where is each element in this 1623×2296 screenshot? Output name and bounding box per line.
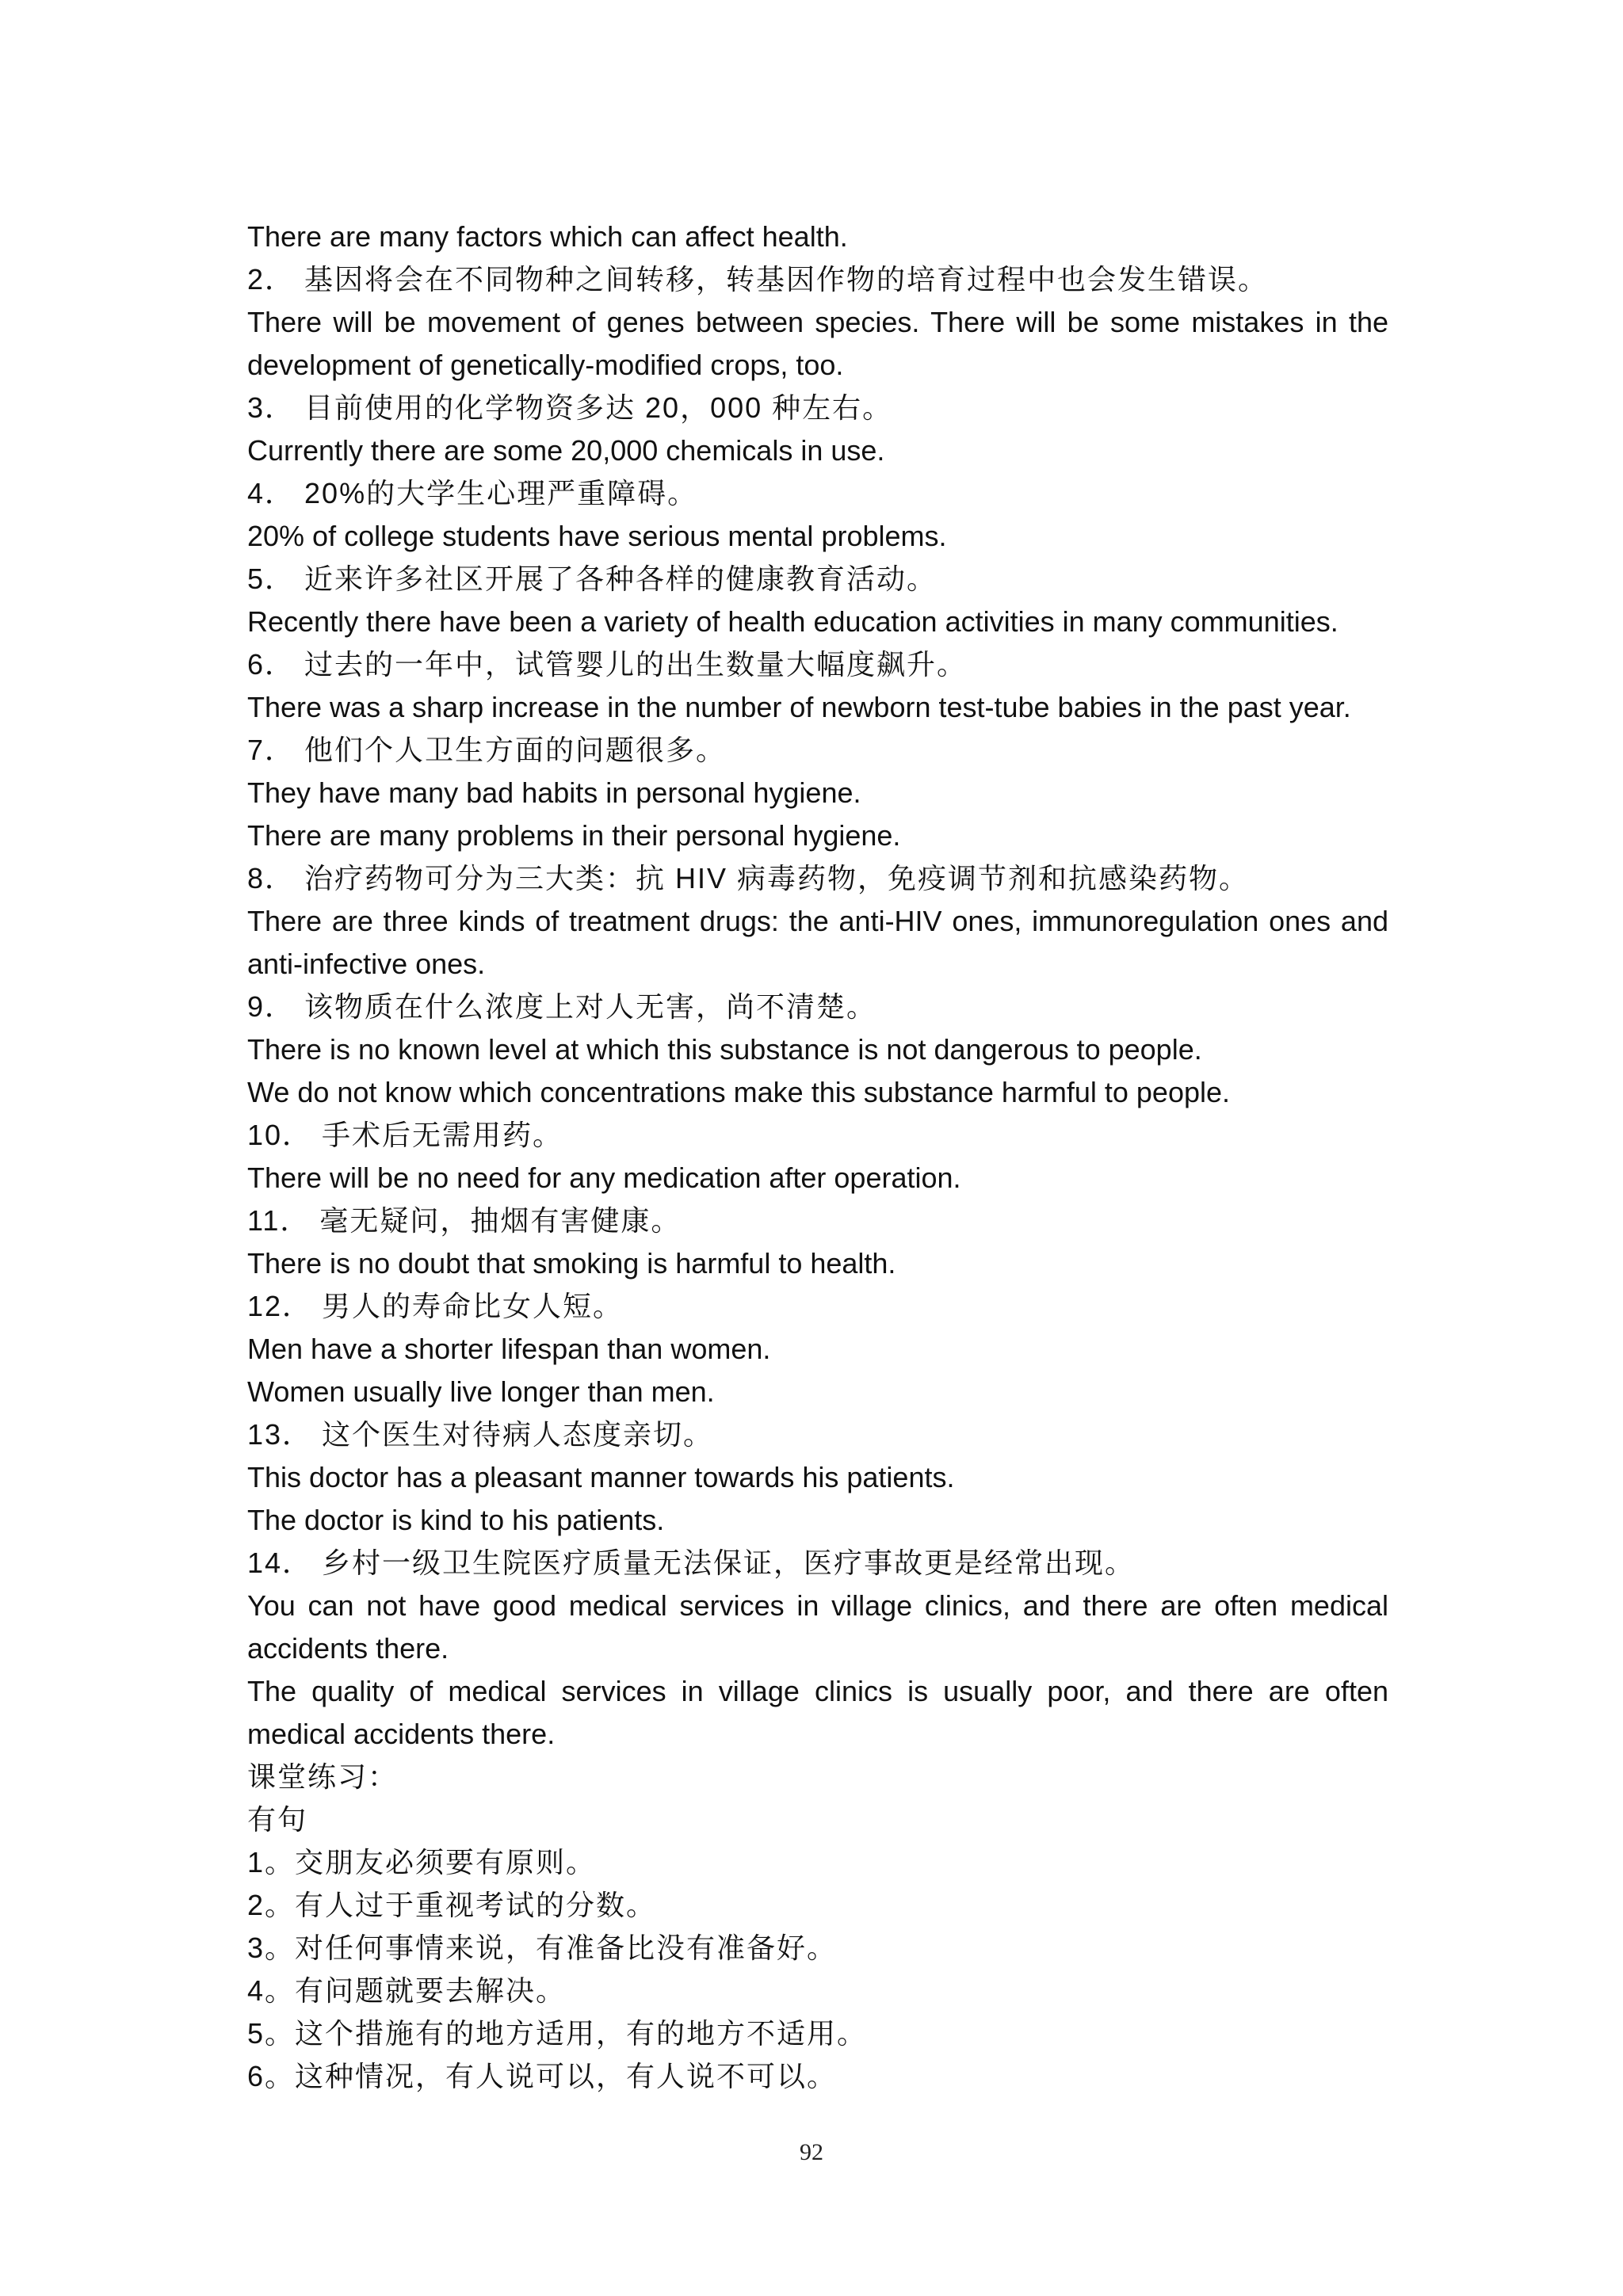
english-translation-line: Recently there have been a variety of health education activities in many communities. <box>247 605 1338 638</box>
chinese-sentence-line: 12． 男人的寿命比女人短。 <box>247 1290 624 1322</box>
chinese-sentence-line: 4． 20%的大学生心理严重障碍。 <box>247 477 698 509</box>
english-translation-line: They have many bad habits in personal hygiene. <box>247 776 861 809</box>
english-translation-line: There are many problems in their personal hygiene. <box>247 819 901 852</box>
english-translation-line: Women usually live longer than men. <box>247 1375 715 1408</box>
chinese-sentence-line: 3． 目前使用的化学物资多达 20，000 种左右。 <box>247 391 893 424</box>
chinese-sentence-line: 7． 他们个人卫生方面的问题很多。 <box>247 734 727 766</box>
chinese-sentence-line: 5． 近来许多社区开展了各种各样的健康教育活动。 <box>247 563 938 595</box>
chinese-sentence-line: 14． 乡村一级卫生院医疗质量无法保证，医疗事故更是经常出现。 <box>247 1547 1136 1579</box>
chinese-sentence-line: 5。这个措施有的地方适用，有的地方不适用。 <box>247 2017 868 2050</box>
chinese-sentence-line: 1。交朋友必须要有原则。 <box>247 1846 597 1878</box>
english-translation-line: There is no doubt that smoking is harmful to health. <box>247 1247 896 1280</box>
english-translation-line: There are three kinds of treatment drugs: the anti-HIV ones, immunoregulation ones and anti-infective ones. <box>247 905 1388 980</box>
page-number: 92 <box>800 2139 823 2165</box>
chinese-sentence-line: 有句 <box>247 1803 308 1836</box>
english-translation-line: There was a sharp increase in the number of newborn test-tube babies in the past year. <box>247 691 1351 723</box>
chinese-sentence-line: 13． 这个医生对待病人态度亲切。 <box>247 1418 714 1451</box>
english-translation-line: The doctor is kind to his patients. <box>247 1504 665 1536</box>
english-translation-line: This doctor has a pleasant manner towards his patients. <box>247 1461 955 1493</box>
english-translation-line: You can not have good medical services in village clinics, and there are often medical accidents there. <box>247 1589 1388 1665</box>
chinese-sentence-line: 课堂练习： <box>247 1760 399 1793</box>
chinese-sentence-line: 10． 手术后无需用药。 <box>247 1119 563 1151</box>
english-translation-line: There is no known level at which this substance is not dangerous to people. <box>247 1033 1202 1066</box>
english-translation-line: We do not know which concentrations make this substance harmful to people. <box>247 1076 1231 1108</box>
chinese-sentence-line: 9． 该物质在什么浓度上对人无害，尚不清楚。 <box>247 990 877 1023</box>
english-translation-line: There are many factors which can affect health. <box>247 220 848 253</box>
chinese-sentence-line: 6． 过去的一年中，试管婴儿的出生数量大幅度飙升。 <box>247 648 968 681</box>
chinese-sentence-line: 11． 毫无疑问，抽烟有害健康。 <box>247 1204 682 1237</box>
english-translation-line: Men have a shorter lifespan than women. <box>247 1333 771 1365</box>
chinese-sentence-line: 6。这种情况，有人说可以，有人说不可以。 <box>247 2060 838 2092</box>
chinese-sentence-line: 4。有问题就要去解决。 <box>247 1974 567 2007</box>
english-translation-line: 20% of college students have serious mental problems. <box>247 520 947 552</box>
chinese-sentence-line: 8． 治疗药物可分为三大类：抗 HIV 病毒药物，免疫调节剂和抗感染药物。 <box>247 862 1250 894</box>
english-translation-line: The quality of medical services in village clinics is usually poor, and there are often medical accidents there. <box>247 1675 1388 1750</box>
chinese-sentence-line: 3。对任何事情来说，有准备比没有准备好。 <box>247 1932 838 1964</box>
english-translation-line: Currently there are some 20,000 chemicals in use. <box>247 434 885 467</box>
chinese-sentence-line: 2． 基因将会在不同物种之间转移，转基因作物的培育过程中也会发生错误。 <box>247 263 1269 296</box>
english-translation-line: There will be movement of genes between species. There will be some mistakes in the development of genetically-modified crops, too. <box>247 306 1388 381</box>
page-body <box>247 215 1388 2098</box>
chinese-sentence-line: 2。有人过于重视考试的分数。 <box>247 1889 657 1921</box>
english-translation-line: There will be no need for any medication after operation. <box>247 1161 961 1194</box>
